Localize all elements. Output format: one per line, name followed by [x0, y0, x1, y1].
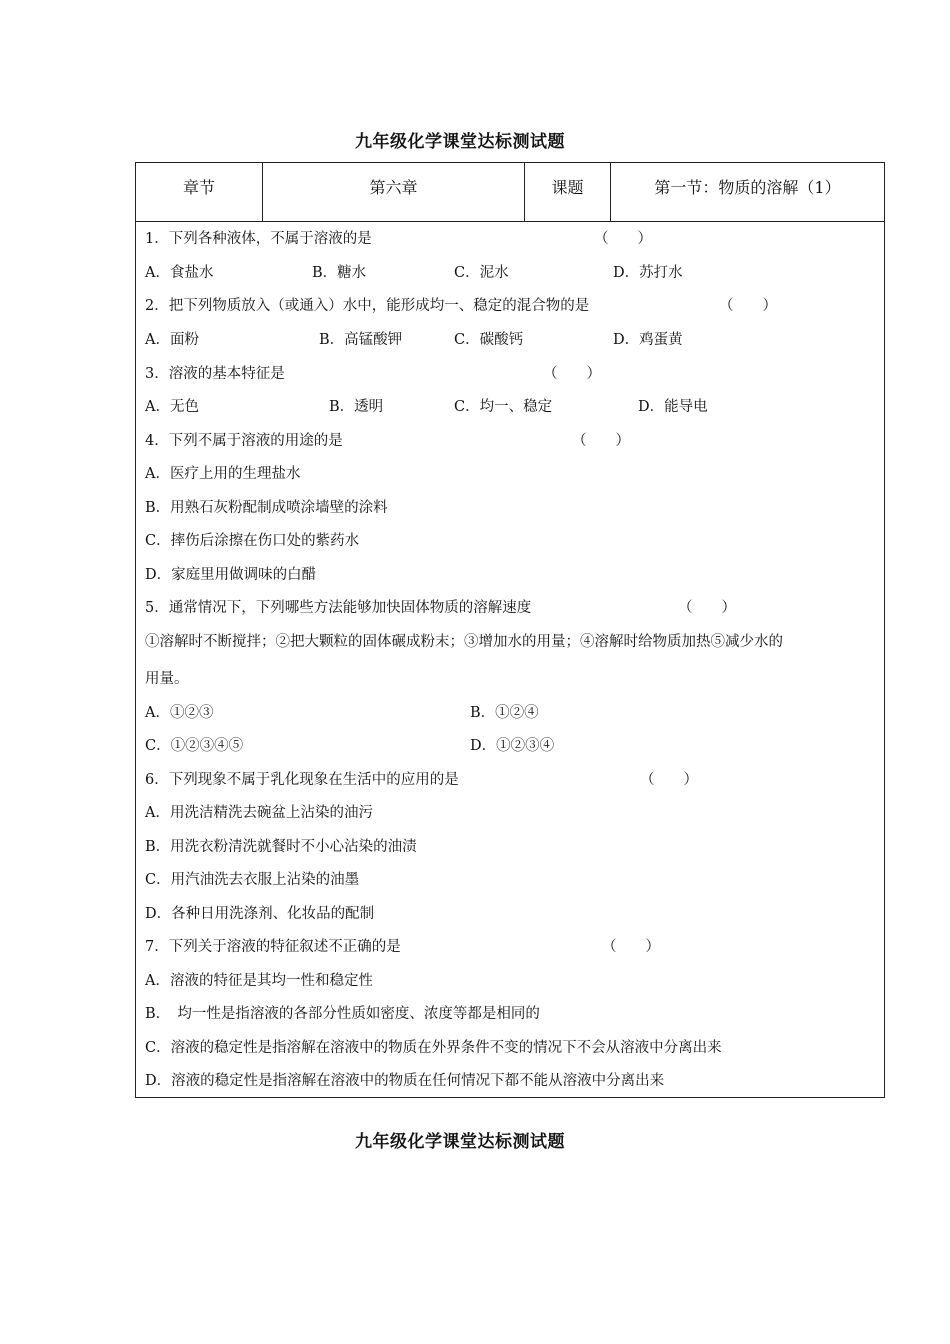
- header-row: [136, 163, 884, 222]
- topic-label: 课题: [525, 163, 611, 221]
- question-stem: 4．下列不属于溶液的用途的是: [145, 433, 343, 449]
- answer-paren: （ ）: [640, 772, 698, 788]
- option-d: D．溶液的稳定性是指溶解在溶液中的物质在任何情况下都不能从溶液中分离出来: [145, 1073, 665, 1089]
- option-b: B．透明: [329, 399, 384, 415]
- answer-paren: （ ）: [719, 298, 777, 314]
- option-d: D．各种日用洗涤剂、化妆品的配制: [145, 906, 375, 922]
- option-c: C．用汽油洗去衣服上沾染的油墨: [145, 872, 360, 888]
- answer-paren: （ ）: [543, 366, 601, 382]
- option-c: C．①②③④⑤: [145, 738, 244, 754]
- option-b: B．用洗衣粉清洗就餐时不小心沾染的油渍: [145, 839, 417, 855]
- question-detail: ①溶解时不断搅拌；②把大颗粒的固体碾成粉末；③增加水的用量；④溶解时给物质加热⑤减少水的: [145, 634, 783, 650]
- question-stem: 1．下列各种液体，不属于溶液的是: [145, 231, 372, 247]
- option-a: A．食盐水: [145, 265, 214, 281]
- question-stem: 6．下列现象不属于乳化现象在生活中的应用的是: [145, 772, 459, 788]
- option-a: A．面粉: [145, 332, 199, 348]
- option-c: C．均一、稳定: [454, 399, 553, 415]
- option-d: D．苏打水: [613, 265, 683, 281]
- topic-value: 第一节：物质的溶解（1）: [654, 178, 841, 197]
- option-a: A．①②③: [145, 705, 214, 721]
- option-d: D．①②③④: [470, 738, 555, 754]
- option-d: D．能导电: [638, 399, 708, 415]
- question-stem: 3．溶液的基本特征是: [145, 366, 285, 382]
- option-c: C．溶液的稳定性是指溶解在溶液中的物质在外界条件不变的情况下不会从溶液中分离出来: [145, 1040, 722, 1056]
- test-sheet: [135, 162, 885, 1098]
- answer-paren: （ ）: [594, 231, 652, 247]
- footer-title: 九年级化学课堂达标测试题: [355, 1132, 565, 1152]
- question-stem: 5．通常情况下，下列哪些方法能够加快固体物质的溶解速度: [145, 600, 532, 616]
- option-a: A．溶液的特征是其均一性和稳定性: [145, 973, 373, 989]
- option-b: B．糖水: [312, 265, 367, 281]
- option-c: C．碳酸钙: [454, 332, 524, 348]
- option-c: C．摔伤后涂擦在伤口处的紫药水: [145, 533, 360, 549]
- option-d: D．家庭里用做调味的白醋: [145, 567, 317, 583]
- question-detail: 用量。: [145, 671, 189, 687]
- option-b: B． 均一性是指溶液的各部分性质如密度、浓度等都是相同的: [145, 1006, 540, 1022]
- option-a: A．用洗洁精洗去碗盆上沾染的油污: [145, 805, 373, 821]
- chapter-value: 第六章: [263, 163, 525, 221]
- option-d: D．鸡蛋黄: [613, 332, 683, 348]
- answer-paren: （ ）: [572, 433, 630, 449]
- question-stem: 7．下列关于溶液的特征叙述不正确的是: [145, 939, 401, 955]
- option-a: A．医疗上用的生理盐水: [145, 466, 301, 482]
- chapter-label: 章节: [136, 163, 263, 221]
- option-b: B．①②④: [470, 705, 539, 721]
- page-title: 九年级化学课堂达标测试题: [355, 132, 565, 152]
- option-b: B．高锰酸钾: [319, 332, 403, 348]
- option-a: A．无色: [145, 399, 199, 415]
- answer-paren: （ ）: [678, 600, 736, 616]
- answer-paren: （ ）: [602, 939, 660, 955]
- question-stem: 2．把下列物质放入（或通入）水中，能形成均一、稳定的混合物的是: [145, 298, 590, 314]
- option-c: C．泥水: [454, 265, 509, 281]
- option-b: B．用熟石灰粉配制成喷涂墙壁的涂料: [145, 500, 388, 516]
